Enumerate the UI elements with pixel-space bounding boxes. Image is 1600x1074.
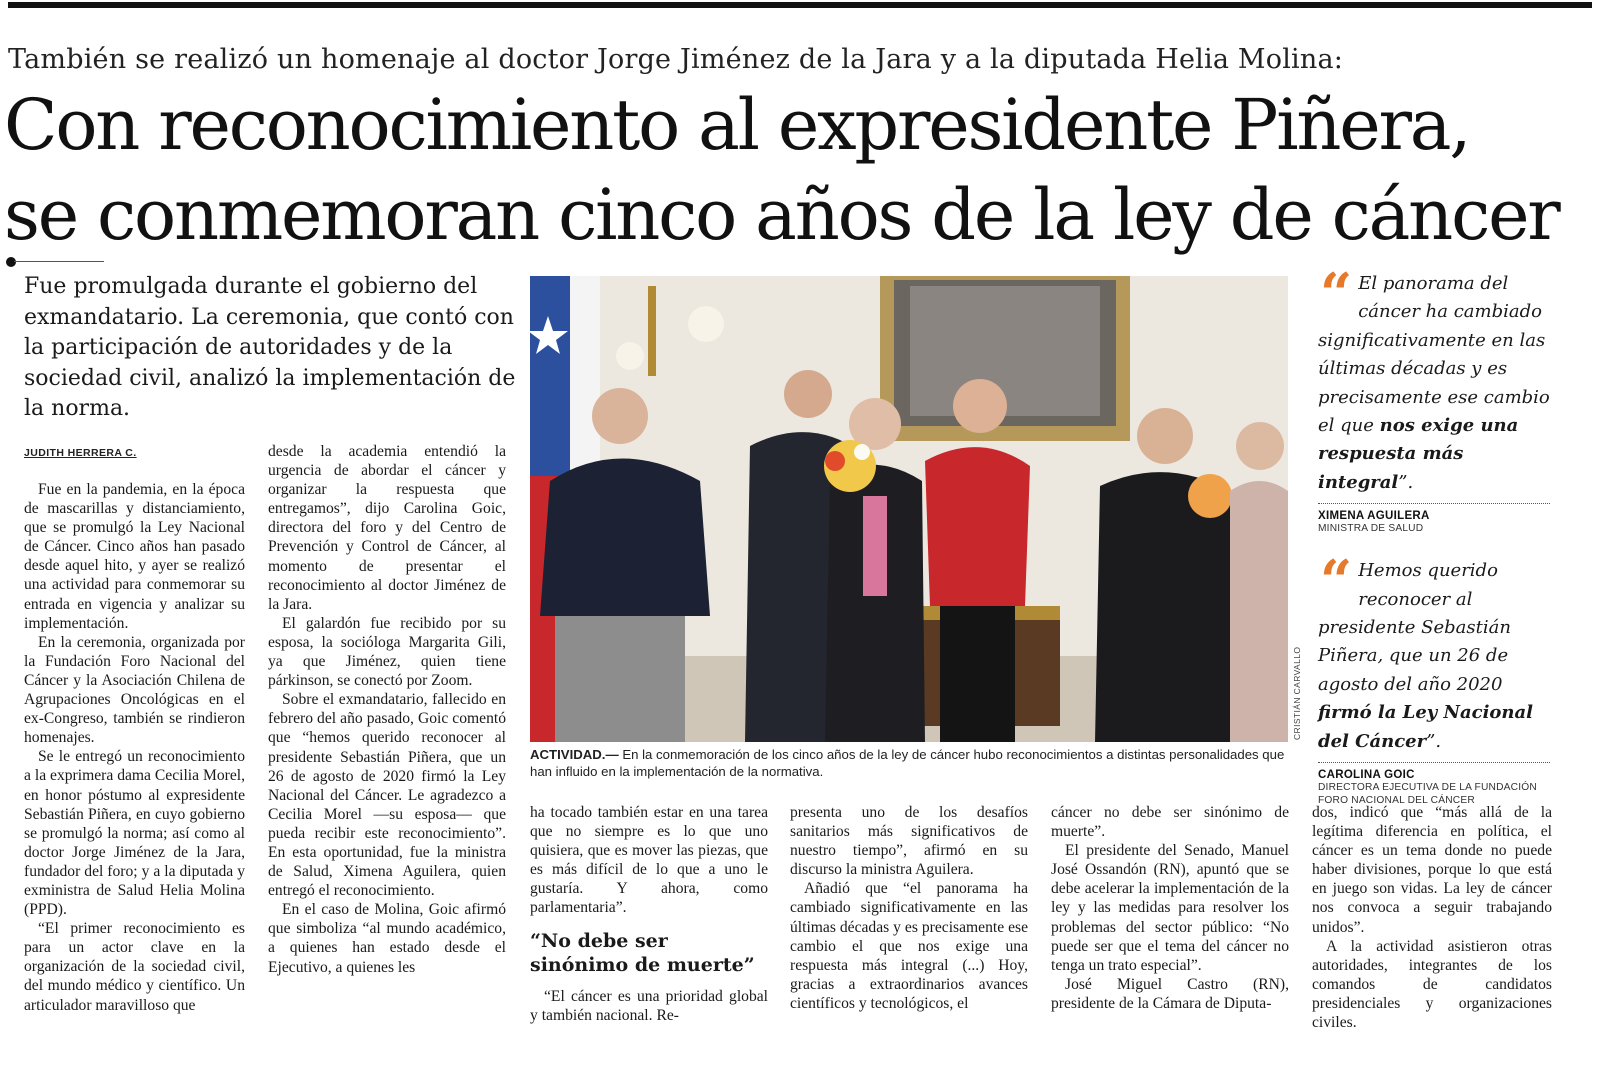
- quote-author-role: DIRECTORA EJECUTIVA DE LA FUNDACIÓN FORO NACIONAL DEL CÁNCER: [1318, 782, 1537, 807]
- lede-bullet: [6, 257, 16, 267]
- body-paragraph: José Miguel Castro (RN), presidente de la Cámara de Diputa-: [1051, 975, 1289, 1012]
- body-column-6: [1312, 803, 1552, 1032]
- pull-quote: [1318, 261, 1558, 535]
- body-paragraph: dos, indicó que “más allá de la legítima diferencia en política, el cáncer es un tema donde no puede haber divisiones, porque lo que está en juego son vidas. La ley de cáncer nos convoca a seguir trabajando unidos”.: [1312, 804, 1552, 936]
- body-column-5: [1051, 803, 1289, 1013]
- quote-divider: [1318, 762, 1550, 763]
- body-paragraph: En el caso de Molina, Goic afirmó que simboliza “al mundo académico, a quienes han estado desde el Ejecutivo, a quienes les: [268, 901, 506, 976]
- subheading: “No debe ser sinónimo de muerte”: [530, 929, 755, 976]
- body-paragraph: desde la academia entendió la urgencia de abordar el cáncer y organizar la respuesta que entregamos”, dijo Carolina Goic, directora del foro y del Centro de Prevención y Control de Cáncer, al momento de presentar el reconocimiento al doctor Jiménez de la Jara.: [268, 443, 506, 613]
- pull-quote: [1318, 548, 1558, 807]
- body-column-4: [790, 803, 1028, 1013]
- quote-author-role: MINISTRA DE SALUD: [1318, 523, 1424, 535]
- lede-rule: [14, 261, 104, 262]
- quote-mark-icon: “: [1320, 261, 1353, 327]
- body-paragraph: En la ceremonia, organizada por la Fundación Foro Nacional del Cáncer y la Asociación Chilena de Agrupaciones Oncológicas en el ex-Congreso, también se rindieron homenajes.: [24, 633, 245, 747]
- body-paragraph: El galardón fue recibido por su esposa, la socióloga Margarita Gili, ya que Jiménez, quien tiene párkinson, se conectó por Zoom.: [268, 614, 506, 690]
- quote-divider: [1318, 503, 1550, 504]
- headline-line-2: se conmemoran cinco años de la ley de cáncer: [4, 174, 1559, 256]
- body-paragraph: Sobre el exmandatario, fallecido en febrero del año pasado, Goic comentó que “hemos querido reconocer al presidente Sebastián Piñera, que un 26 de agosto de 2020 firmó la Ley Nacional del Cáncer. Le agradezco a Cecilia Morel —su esposa— que pueda recibir este reconocimiento”. En esta oportunidad, fue la ministra de Salud, Ximena Aguilera, quien entregó el reconocimiento.: [268, 691, 506, 900]
- kicker: También se realizó un homenaje al doctor Jorge Jiménez de la Jara y a la diputada Helia Molina:: [8, 44, 1344, 75]
- caption-label: ACTIVIDAD.—: [530, 747, 619, 762]
- lede: Fue promulgada durante el gobierno del exmandatario. La ceremonia, que contó con la participación de autoridades y de la sociedad civil, analizó la implementación de la norma.: [24, 274, 516, 421]
- body-paragraph: El presidente del Senado, Manuel José Ossandón (RN), apuntó que se debe acelerar la implementación de la ley y las medidas para resolver los problemas del sector público: “No puede ser que el tema del cáncer no tenga un trato especial”.: [1051, 842, 1289, 974]
- ceremony-photo: [530, 276, 1288, 742]
- body-column-1: [24, 480, 245, 1015]
- body-paragraph: A la actividad asistieron otras autoridades, integrantes de los comandos de candidatos presidenciales y organizaciones civiles.: [1312, 937, 1552, 1032]
- quote-author-name: XIMENA AGUILERA: [1318, 510, 1430, 523]
- body-paragraph: ha tocado también estar en una tarea que no siempre es lo que uno quisiera, que es mover las piezas, que es más difícil de lo que a uno le gustaría. Y ahora, como parlamentaria”.: [530, 804, 768, 917]
- body-column-2: [268, 442, 506, 977]
- headline: [4, 80, 1594, 260]
- byline: JUDITH HERRERA C.: [24, 447, 137, 459]
- photo-credit: CRISTIÁN CARVALLO: [1292, 646, 1302, 740]
- body-column-3: [530, 803, 768, 1025]
- body-paragraph: presenta uno de los desafíos sanitarios más significativos de nuestro tiempo”, afirmó en su discurso la ministra Aguilera.: [790, 804, 1028, 879]
- pull-quote-text: Hemos querido reconocer al presidente Sebastián Piñera, que un 26 de agosto del año 2020 firmó la Ley Nacional del Cáncer”.: [1318, 560, 1533, 752]
- photo-caption: [530, 746, 1290, 780]
- body-paragraph: cáncer no debe ser sinónimo de muerte”.: [1051, 804, 1289, 841]
- ceremony-photo-illustration: [530, 276, 1288, 742]
- body-paragraph: Se le entregó un reconocimiento a la exprimera dama Cecilia Morel, en honor póstumo al expresidente Sebastián Piñera, en cuyo gobierno se promulgó la norma; así como al doctor Jorge Jiménez de la Jara, fundador del foro; y a la diputada y exministra de Salud Helia Molina (PPD).: [24, 748, 245, 919]
- quote-author-name: CAROLINA GOIC: [1318, 769, 1415, 782]
- headline-line-1: Con reconocimiento al expresidente Piñera,: [4, 84, 1470, 166]
- caption-text: En la conmemoración de los cinco años de la ley de cáncer hubo reconocimientos a distintas personalidades que han influido en la implementación de la normativa.: [530, 747, 1285, 779]
- pull-quote-text: El panorama del cáncer ha cambiado significativamente en las últimas décadas y es precisamente ese cambio el que nos exige una respuesta más integral”.: [1318, 273, 1550, 493]
- body-paragraph: “El primer reconocimiento es para un actor clave en la organización de la sociedad civil, del mundo médico y científico. Un articulador maravilloso que: [24, 920, 245, 1014]
- body-paragraph: Añadió que “el panorama ha cambiado significativamente en las últimas décadas y es precisamente ese cambio el que nos exige una respuesta más integral (...) Hoy, gracias a extraordinarios avances científicos y tecnológicos, el: [790, 880, 1028, 1012]
- quote-mark-icon: “: [1320, 548, 1353, 615]
- body-paragraph: “El cáncer es una prioridad global y también nacional. Re-: [530, 987, 768, 1024]
- body-paragraph: Fue en la pandemia, en la época de mascarillas y distanciamiento, que se promulgó la Ley Nacional de Cáncer. Cinco años han pasado desde aquel hito, y ayer se realizó una actividad para conmemorar su entrada en vigencia y analizar su implementación.: [24, 481, 245, 632]
- pull-quote-sidebar: [1318, 261, 1558, 807]
- top-rule: [8, 2, 1592, 8]
